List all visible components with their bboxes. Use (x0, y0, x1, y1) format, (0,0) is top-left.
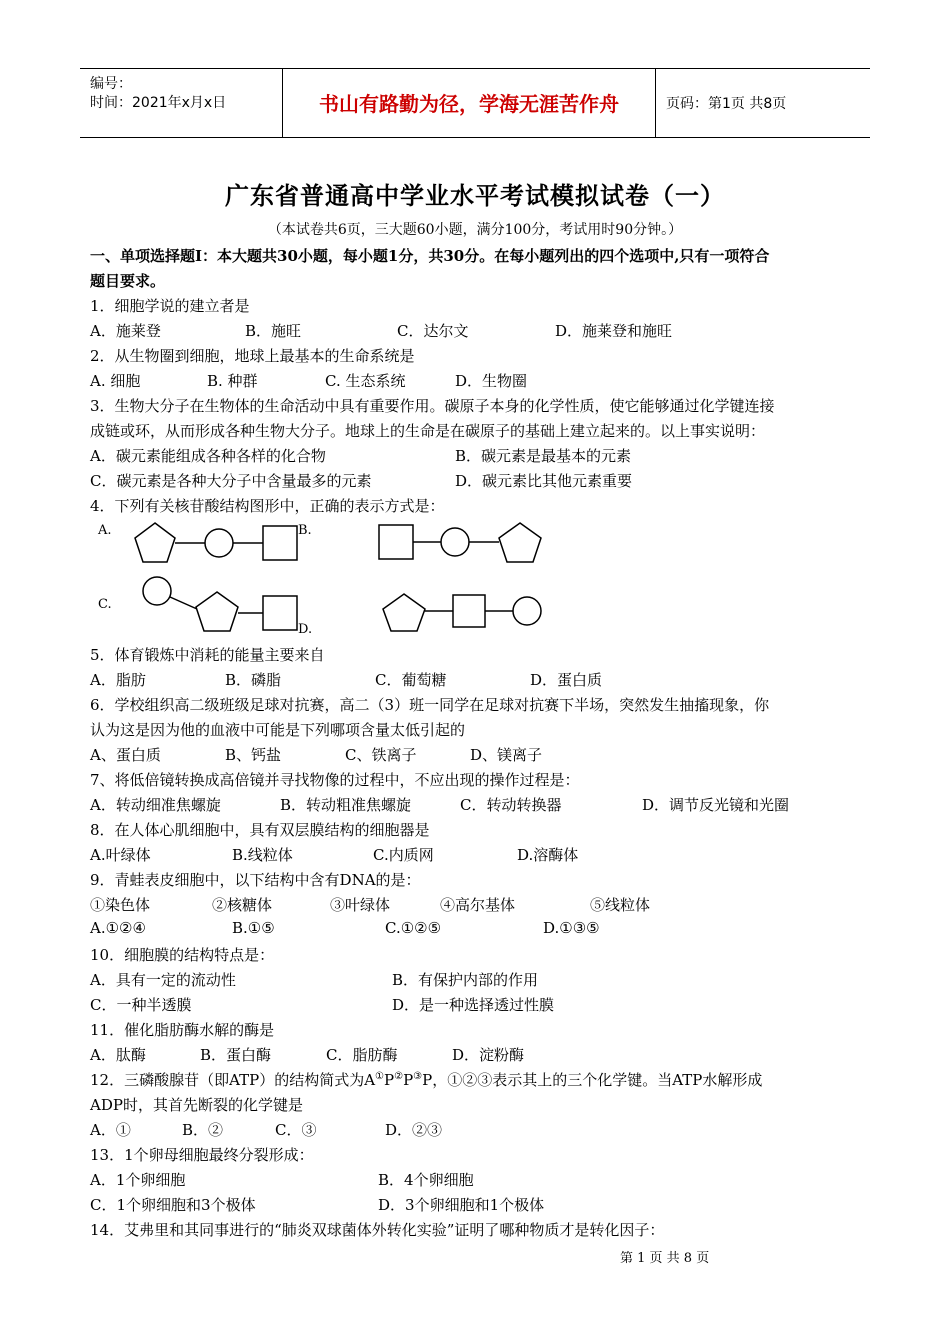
nucleotide-diagram-b (379, 523, 541, 562)
q7-option-c: C．转动转换器 (460, 796, 562, 814)
q10-option-d: D．是一种选择透过性膜 (392, 996, 555, 1014)
q2-option-d: D．生物圈 (455, 372, 528, 390)
pentagon-shape (383, 594, 425, 631)
q14-stem: 14．艾弗里和其同事进行的“肺炎双球菌体外转化实验”证明了哪种物质才是转化因子： (90, 1221, 665, 1239)
q12-option-a: A．① (90, 1121, 131, 1139)
q9-option-a: A.①②④ (90, 919, 146, 937)
motto: 书山有路勤为径，学海无涯苦作舟 (282, 69, 656, 137)
phosphate-3: P (422, 1071, 433, 1089)
q3-option-d: D．碳元素比其他元素重要 (455, 472, 633, 490)
q6-option-c: C、铁离子 (345, 746, 417, 764)
q8-option-d: D.溶酶体 (517, 846, 579, 864)
q4-label-a: A. (98, 523, 112, 538)
phosphate-1: P (384, 1071, 395, 1089)
q4-label-b: B. (298, 523, 312, 538)
q12-option-d: D．②③ (385, 1121, 443, 1139)
section1-line2: 题目要求。 (90, 272, 166, 290)
q5-option-a: A．脂肪 (90, 671, 146, 689)
q4-stem: 4．下列有关核苷酸结构图形中，正确的表示方式是： (90, 497, 445, 515)
q3-option-b: B．碳元素是最基本的元素 (455, 447, 632, 465)
bond-3-marker: ③ (413, 1071, 423, 1082)
q11-stem: 11．催化脂肪酶水解的酶是 (90, 1021, 275, 1039)
q1-option-c: C．达尔文 (397, 322, 469, 340)
section1-line1: 一、单项选择题I：本大题共30小题，每小题1分，共30分。在每小题列出的四个选项中,只有一项符合 (90, 247, 770, 265)
time-label: 时间：2021年x月x日 (90, 95, 227, 111)
q8-option-b: B.线粒体 (232, 846, 293, 864)
q5-option-c: C．葡萄糖 (375, 671, 447, 689)
q1-option-d: D．施莱登和施旺 (555, 322, 673, 340)
q1-option-a: A．施莱登 (90, 322, 161, 340)
nucleotide-diagram-a (135, 523, 297, 562)
bond-2-marker: ② (394, 1071, 404, 1082)
q3-stem-line1: 3．生物大分子在生物体的生命活动中具有重要作用。碳原子本身的化学性质，使它能够通过化学键连接 (90, 397, 775, 415)
q7-option-a: A．转动细准焦螺旋 (90, 796, 221, 814)
q7-option-d: D．调节反光镜和光圈 (642, 796, 790, 814)
page-label: 页码：第1页 共8页 (666, 96, 787, 112)
page-footer: 第 1 页 共 8 页 (620, 1251, 710, 1266)
q12-option-c: C．③ (275, 1121, 317, 1139)
circle-shape (205, 529, 233, 557)
q2-option-c: C. 生态系统 (325, 372, 406, 390)
square-shape (263, 596, 297, 630)
q12-stem-line1 (90, 1069, 762, 1090)
q5-option-d: D．蛋白质 (530, 671, 603, 689)
q10-option-b: B．有保护内部的作用 (392, 971, 539, 989)
q13-option-a: A．1个卵细胞 (90, 1171, 186, 1189)
q10-stem: 10．细胞膜的结构特点是： (90, 946, 275, 964)
q13-stem: 13．1个卵母细胞最终分裂形成： (90, 1146, 314, 1164)
q4-label-d: D. (298, 622, 313, 637)
q11-option-b: B．蛋白酶 (200, 1046, 272, 1064)
q9-item-2: ②核糖体 (212, 896, 273, 914)
q8-option-c: C.内质网 (373, 846, 434, 864)
square-shape (453, 595, 485, 627)
q2-stem: 2．从生物圈到细胞，地球上最基本的生命系统是 (90, 347, 415, 365)
q13-option-c: C．1个卵细胞和3个极体 (90, 1196, 256, 1214)
q7-stem: 7、将低倍镜转换成高倍镜并寻找物像的过程中，不应出现的操作过程是： (90, 771, 580, 789)
q12-stem-post: ，①②③表示其上的三个化学键。当ATP水解形成 (432, 1071, 763, 1089)
q6-option-a: A、蛋白质 (90, 746, 161, 764)
pentagon-shape (499, 523, 541, 562)
q1-option-b: B．施旺 (245, 322, 302, 340)
q11-option-c: C．脂肪酶 (326, 1046, 398, 1064)
square-shape (379, 525, 413, 559)
q6-stem-line2: 认为这是因为他的血液中可能是下列哪项含量太低引起的 (90, 721, 466, 739)
q3-option-c: C．碳元素是各种大分子中含量最多的元素 (90, 472, 372, 490)
q12-stem-line2: ADP时，其首先断裂的化学键是 (90, 1096, 303, 1114)
circle-shape (143, 577, 171, 605)
q6-option-b: B、钙盐 (225, 746, 282, 764)
q6-option-d: D、镁离子 (470, 746, 543, 764)
phosphate-2: P (403, 1071, 414, 1089)
pentagon-shape (135, 523, 175, 562)
q10-option-c: C．一种半透膜 (90, 996, 192, 1014)
q5-option-b: B．磷脂 (225, 671, 282, 689)
q9-option-b: B.①⑤ (232, 919, 275, 937)
q11-option-d: D．淀粉酶 (452, 1046, 525, 1064)
q9-option-d: D.①③⑤ (543, 919, 600, 937)
q9-stem: 9．青蛙表皮细胞中，以下结构中含有DNA的是： (90, 871, 421, 889)
q1-stem: 1．细胞学说的建立者是 (90, 297, 250, 315)
q11-option-a: A．肽酶 (90, 1046, 146, 1064)
pentagon-shape (196, 592, 238, 631)
q10-option-a: A．具有一定的流动性 (90, 971, 236, 989)
q3-option-a: A．碳元素能组成各种各样的化合物 (90, 447, 326, 465)
q8-stem: 8．在人体心肌细胞中，具有双层膜结构的细胞器是 (90, 821, 430, 839)
q5-stem: 5．体育锻炼中消耗的能量主要来自 (90, 646, 325, 664)
circle-shape (441, 528, 469, 556)
q13-option-d: D．3个卵细胞和1个极体 (378, 1196, 545, 1214)
bond-1-marker: ① (375, 1071, 384, 1082)
q8-option-a: A.叶绿体 (90, 846, 151, 864)
q2-option-a: A. 细胞 (90, 372, 141, 390)
q7-option-b: B．转动粗准焦螺旋 (280, 796, 412, 814)
number-label: 编号： (90, 76, 132, 92)
q9-item-3: ③叶绿体 (330, 896, 391, 914)
q3-stem-line2: 成链或环，从而形成各种生物大分子。地球上的生命是在碳原子的基础上建立起来的。以上事实说明： (90, 422, 766, 440)
q9-item-5: ⑤线粒体 (590, 896, 651, 914)
q12-option-b: B．② (182, 1121, 224, 1139)
nucleotide-diagram-c (143, 577, 297, 631)
q9-option-c: C.①②⑤ (385, 919, 442, 937)
page-subtitle: （本试卷共6页，三大题60小题，满分100分，考试用时90分钟。） (267, 222, 683, 238)
q13-option-b: B．4个卵细胞 (378, 1171, 474, 1189)
q9-item-4: ④高尔基体 (440, 896, 516, 914)
square-shape (263, 526, 297, 560)
q2-option-b: B. 种群 (207, 372, 258, 390)
nucleotide-diagram-d (383, 594, 541, 631)
circle-shape (513, 597, 541, 625)
q12-stem-pre: 12．三磷酸腺苷（即ATP）的结构简式为A (90, 1071, 376, 1089)
page-title: 广东省普通高中学业水平考试模拟试卷（一） (225, 181, 725, 210)
q6-stem-line1: 6．学校组织高二级班级足球对抗赛，高二（3）班一同学在足球对抗赛下半场，突然发生抽搐现象，你 (90, 696, 770, 714)
q9-item-1: ①染色体 (90, 896, 151, 914)
q4-label-c: C. (98, 597, 112, 612)
